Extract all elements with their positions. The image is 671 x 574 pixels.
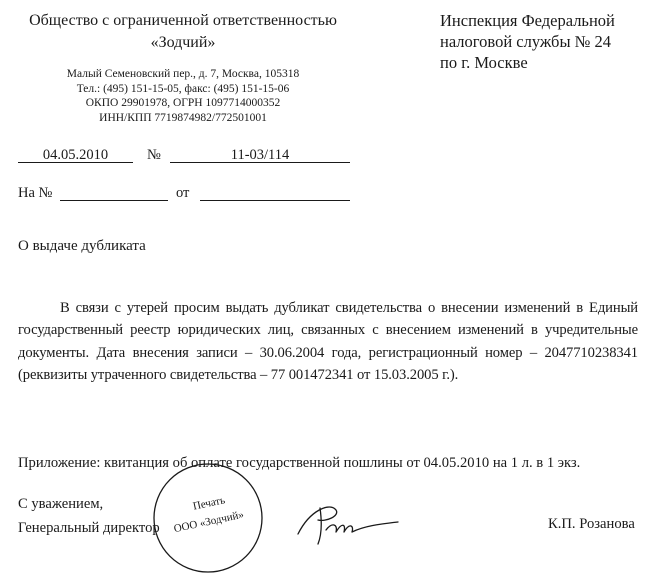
recipient-line-3: по г. Москве bbox=[440, 53, 528, 72]
stamp-org: ООО «Зодчий» bbox=[172, 508, 245, 536]
outgoing-date: 04.05.2010 bbox=[42, 147, 109, 163]
outgoing-number: 11-03/114 bbox=[230, 147, 290, 163]
sender-address: Малый Семеновский пер., д. 7, Москва, 105318 bbox=[66, 68, 300, 80]
closing-block bbox=[18, 492, 160, 540]
sender-org-title: «Зодчий» bbox=[150, 34, 216, 51]
sender-organization-name bbox=[18, 10, 348, 54]
reply-from-label: от bbox=[176, 185, 190, 201]
sender-inn-kpp: ИНН/КПП 7719874982/772501001 bbox=[99, 111, 267, 124]
letter-subject: О выдаче дубликата bbox=[18, 238, 146, 254]
recipient-block bbox=[440, 10, 615, 73]
attachment-note: Приложение: квитанция об оплате государственной пошлины от 04.05.2010 на 1 л. в 1 экз. bbox=[18, 455, 581, 471]
recipient-line-1: Инспекция Федеральной bbox=[440, 11, 615, 30]
reply-number-underline bbox=[60, 200, 168, 201]
letter-body: В связи с утерей просим выдать дубликат свидетельства о внесении изменений в Единый государственный реестр юридических лиц, связанных с внесением изменений в учредительные документы. Дата внесения записи – 30.06.2004 года, регистрационный номер – 2047710238341 (реквизиты утраченного свидетельства – 77 001472341 от 15.03.2005 г.). bbox=[18, 300, 638, 384]
number-label: № bbox=[147, 147, 161, 163]
reply-number-label: На № bbox=[18, 185, 53, 201]
regards-text: С уважением, bbox=[18, 496, 104, 512]
sender-details bbox=[18, 67, 348, 125]
reply-date-underline bbox=[200, 200, 350, 201]
sender-phone-fax: Тел.: (495) 151-15-05, факс: (495) 151-15-06 bbox=[76, 82, 290, 95]
handwritten-signature bbox=[292, 500, 402, 548]
stamp-word: Печать bbox=[191, 494, 227, 513]
company-stamp bbox=[152, 462, 264, 574]
sender-org-type: Общество с ограниченной ответственностью bbox=[29, 12, 337, 29]
signer-position: Генеральный директор bbox=[18, 520, 160, 536]
sender-okpo-ogrn: ОКПО 29901978, ОГРН 1097714000352 bbox=[85, 97, 281, 110]
recipient-line-2: налоговой службы № 24 bbox=[440, 32, 612, 51]
signer-name: К.П. Розанова bbox=[548, 516, 635, 532]
